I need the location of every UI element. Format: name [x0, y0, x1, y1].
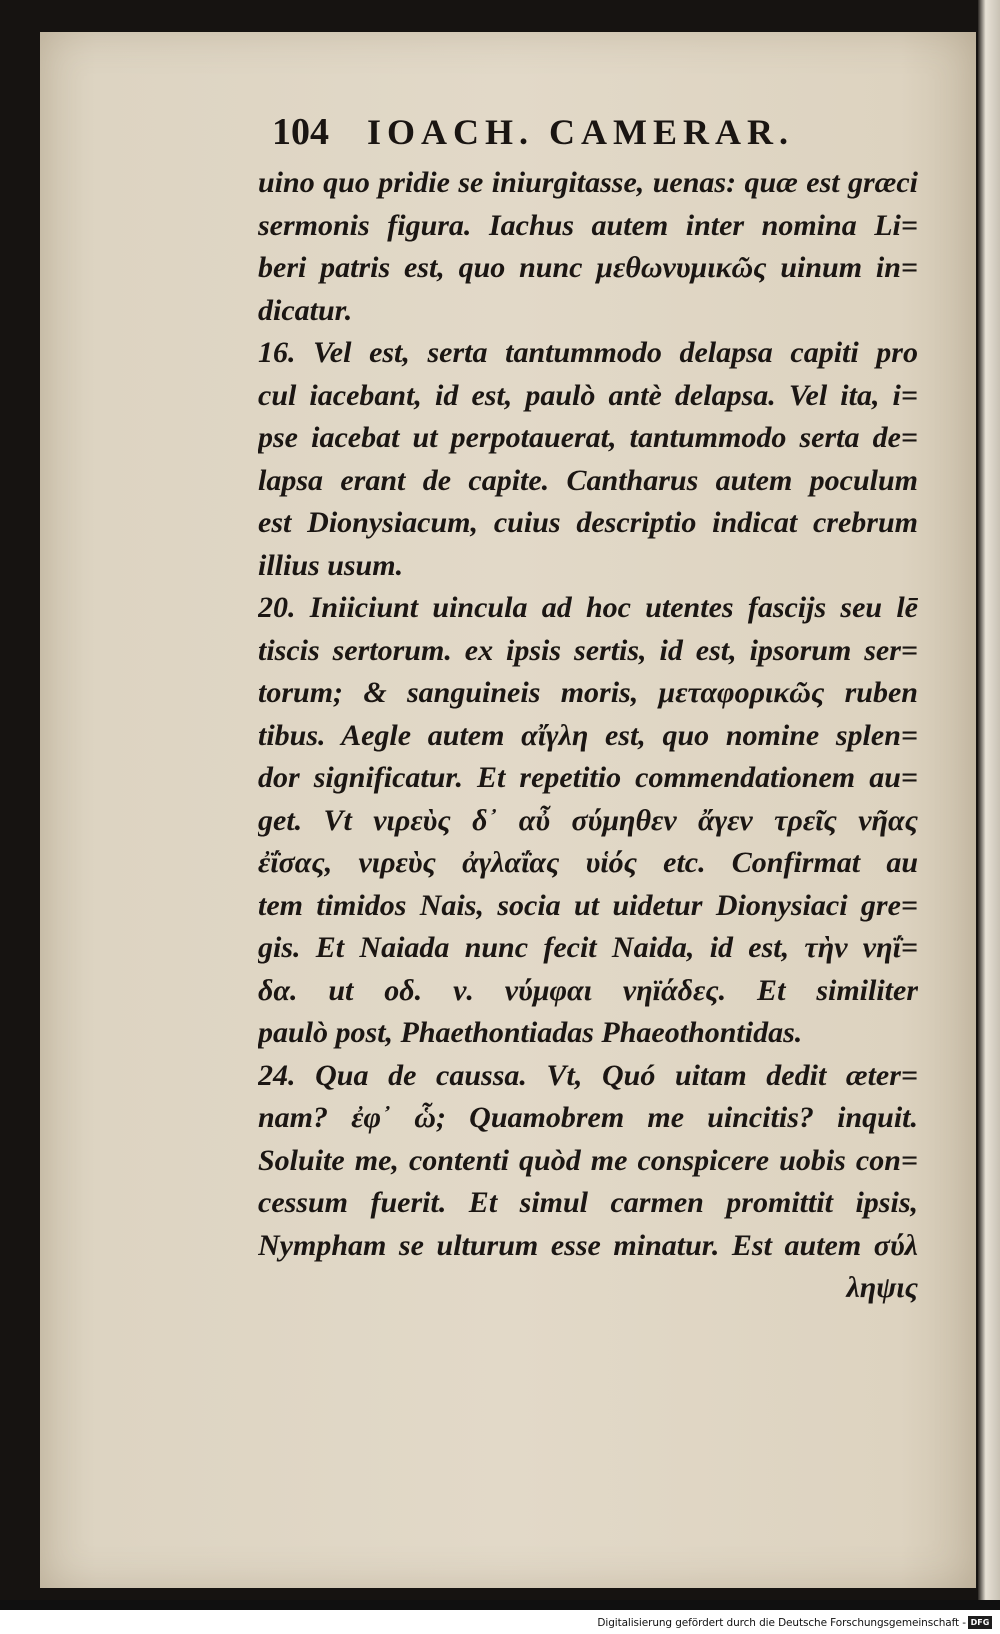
- text-line: torum; & sanguineis moris, μεταφορικῶς ruben: [258, 676, 918, 709]
- dfg-logo: DFG: [968, 1616, 992, 1629]
- folio-number: 104: [272, 111, 329, 153]
- text-line: lapsa erant de capite. Cantharus autem poculum: [258, 463, 918, 497]
- text-line: uino quo pridie se iniurgitasse, uenas: quæ est græci: [258, 166, 918, 199]
- text-line: cul iacebant, id est, paulò antè delapsa. Vel ita, i=: [258, 378, 918, 412]
- digitization-credit: Digitalisierung gefördert durch die Deutsche Forschungsgemeinschaft -: [597, 1617, 966, 1629]
- footer-band: [0, 1600, 1000, 1634]
- text-line: tem timidos Nais, socia ut uidetur Dionysiaci gre=: [258, 888, 918, 922]
- text-line: illius usum.: [258, 548, 404, 582]
- text-line: ἐΐσας, νιρεὺς ἀγλαΐας υἱός etc. Confirmat au: [258, 846, 918, 879]
- text-line: Nympham se ulturum esse minatur. Est autem σύλ: [258, 1228, 918, 1262]
- text-line: tibus. Aegle autem αἴγλη est, quo nomine splen=: [258, 718, 918, 752]
- text-line: Soluite me, contenti quòd me conspicere uobis con=: [258, 1143, 918, 1177]
- catchword: ληψις: [846, 1271, 918, 1304]
- text-line: tiscis sertorum. ex ipsis sertis, id est, ipsorum ser=: [258, 633, 918, 667]
- text-line: dor significatur. Et repetitio commendationem au=: [258, 761, 918, 794]
- text-line: δα. ut οδ. ν. νύμφαι νηϊάδες. Et similiter: [258, 973, 918, 1007]
- text-line: 24. Qua de caussa. Vt, Quó uitam dedit æter=: [258, 1058, 918, 1092]
- page-header: [272, 110, 872, 160]
- text-line: est Dionysiacum, cuius descriptio indicat crebrum: [258, 506, 918, 539]
- text-line: get. Vt νιρεὺς δ᾽ αὖ σύμηθεν ἄγεν τρεῖς νῆας: [258, 803, 918, 837]
- text-line: sermonis figura. Iachus autem inter nomina Li=: [258, 208, 918, 242]
- body-text: [258, 162, 918, 1310]
- text-line: paulò post, Phaethontiadas Phaeothontidas.: [258, 1016, 803, 1049]
- scan-border: [0, 1600, 1000, 1610]
- text-line: nam? ἐφ᾽ ὧ; Quamobrem me uincitis? inquit.: [258, 1101, 918, 1134]
- text-line: cessum fuerit. Et simul carmen promittit ipsis,: [258, 1186, 918, 1219]
- text-line: gis. Et Naiada nunc fecit Naida, id est, τὴν νηΐ=: [258, 931, 918, 964]
- text-line: beri patris est, quo nunc μεθωνυμικῶς uinum in=: [258, 251, 918, 284]
- text-line: dicatur.: [258, 293, 353, 327]
- book-page: [40, 32, 976, 1588]
- running-head: IOACH. CAMERAR.: [367, 112, 794, 152]
- scan-edge: [978, 0, 1000, 1634]
- text-line: 16. Vel est, serta tantummodo delapsa capiti pro: [258, 336, 918, 369]
- text-line: 20. Iniiciunt uincula ad hoc utentes fascijs seu lē: [258, 591, 918, 624]
- text-line: pse iacebat ut perpotauerat, tantummodo serta de=: [258, 421, 918, 454]
